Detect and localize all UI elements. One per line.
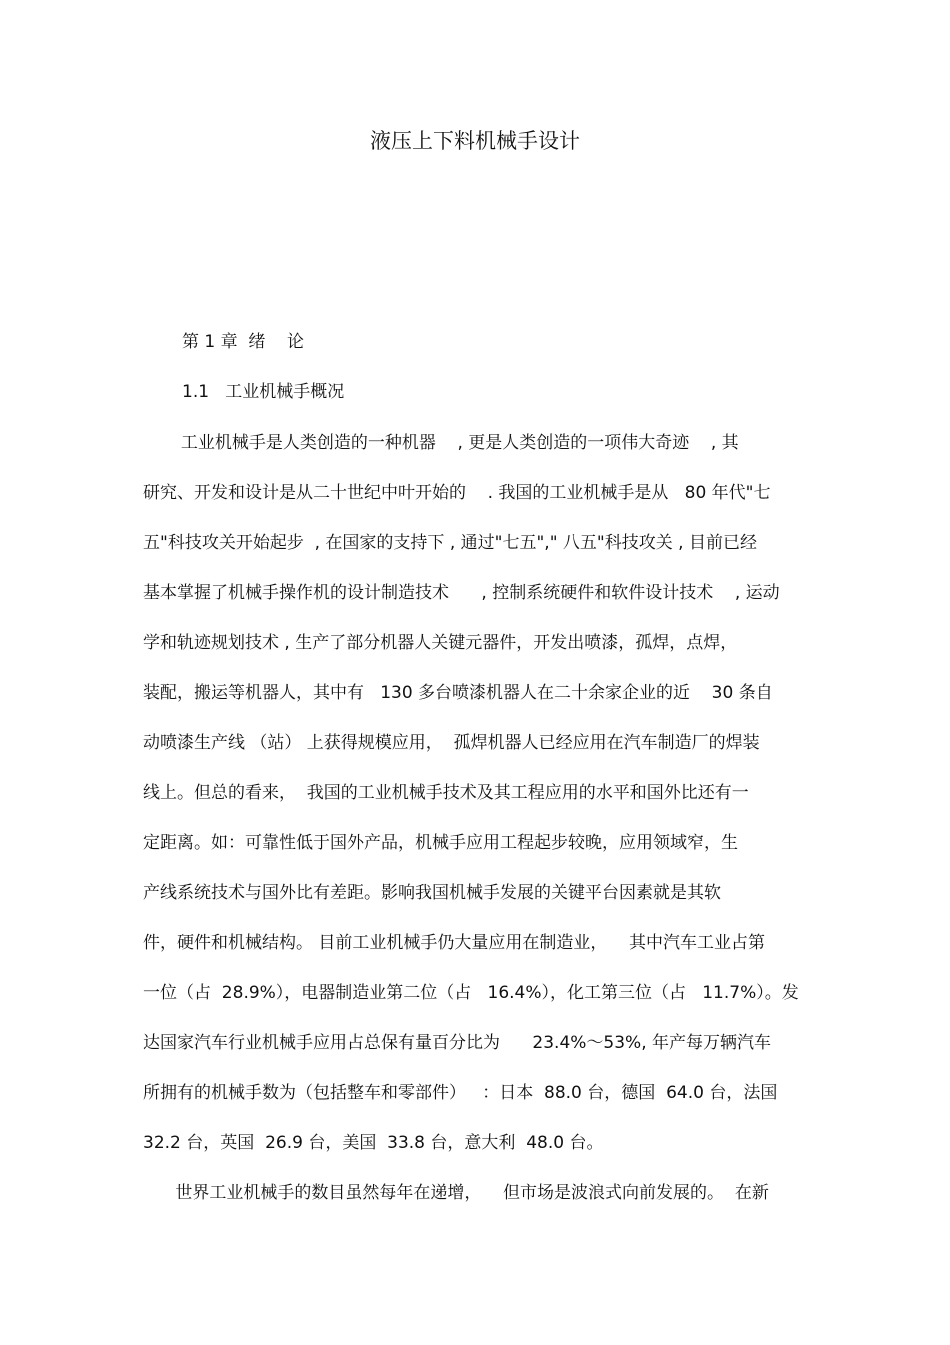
body-line: 所拥有的机械手数为（包括整车和零部件） ：日本 88.0 台，德国 64.0 台，法国 [143,1083,778,1103]
body-line: 定距离。如：可靠性低于国外产品，机械手应用工程起步较晚，应用领域窄，生 [143,833,738,853]
body-line: 工业机械手是人类创造的一种机器 , 更是人类创造的一项伟大奇迹 , 其 [143,433,739,453]
body-line: 产线系统技术与国外比有差距。影响我国机械手发展的关键平台因素就是其软 [143,883,721,903]
body-line: 一位（占 28.9%），电器制造业第二位（占 16.4%），化工第三位（占 11.7%）。发 [143,983,799,1003]
body-line: 件，硬件和机械结构。 目前工业机械手仍大量应用在制造业， 其中汽车工业占第 [143,933,766,953]
body-line: 装配，搬运等机器人，其中有 130 多台喷漆机器人在二十余家企业的近 30 条自 [143,683,773,703]
body-line: 学和轨迹规划技术 , 生产了部分机器人关键元器件，开发出喷漆，孤焊，点焊， [143,633,738,653]
body-line: 32.2 台，英国 26.9 台，美国 33.8 台，意大利 48.0 台。 [143,1133,604,1153]
section-heading: 1.1 工业机械手概况 [182,382,345,402]
body-line: 五"科技攻关开始起步 , 在国家的支持下 , 通过"七五"," 八五"科技攻关 , 目前已经 [143,533,757,553]
body-line: 线上。但总的看来， 我国的工业机械手技术及其工程应用的水平和国外比还有一 [143,783,749,803]
body-line: 达国家汽车行业机械手应用占总保有量百分比为 23.4%～53%, 年产每万辆汽车 [143,1033,772,1053]
body-line: 世界工业机械手的数目虽然每年在递增， 但市场是波浪式向前发展的。 在新 [143,1183,769,1203]
chapter-heading: 第 1 章 绪 论 [182,332,305,352]
body-line: 基本掌握了机械手操作机的设计制造技术 , 控制系统硬件和软件设计技术 , 运动 [143,583,780,603]
document-title: 液压上下料机械手设计 [370,129,580,153]
body-line: 动喷漆生产线 （站） 上获得规模应用， 孤焊机器人已经应用在汽车制造厂的焊装 [143,733,760,753]
body-line: 研究、开发和设计是从二十世纪中叶开始的 . 我国的工业机械手是从 80 年代"七 [143,483,771,503]
